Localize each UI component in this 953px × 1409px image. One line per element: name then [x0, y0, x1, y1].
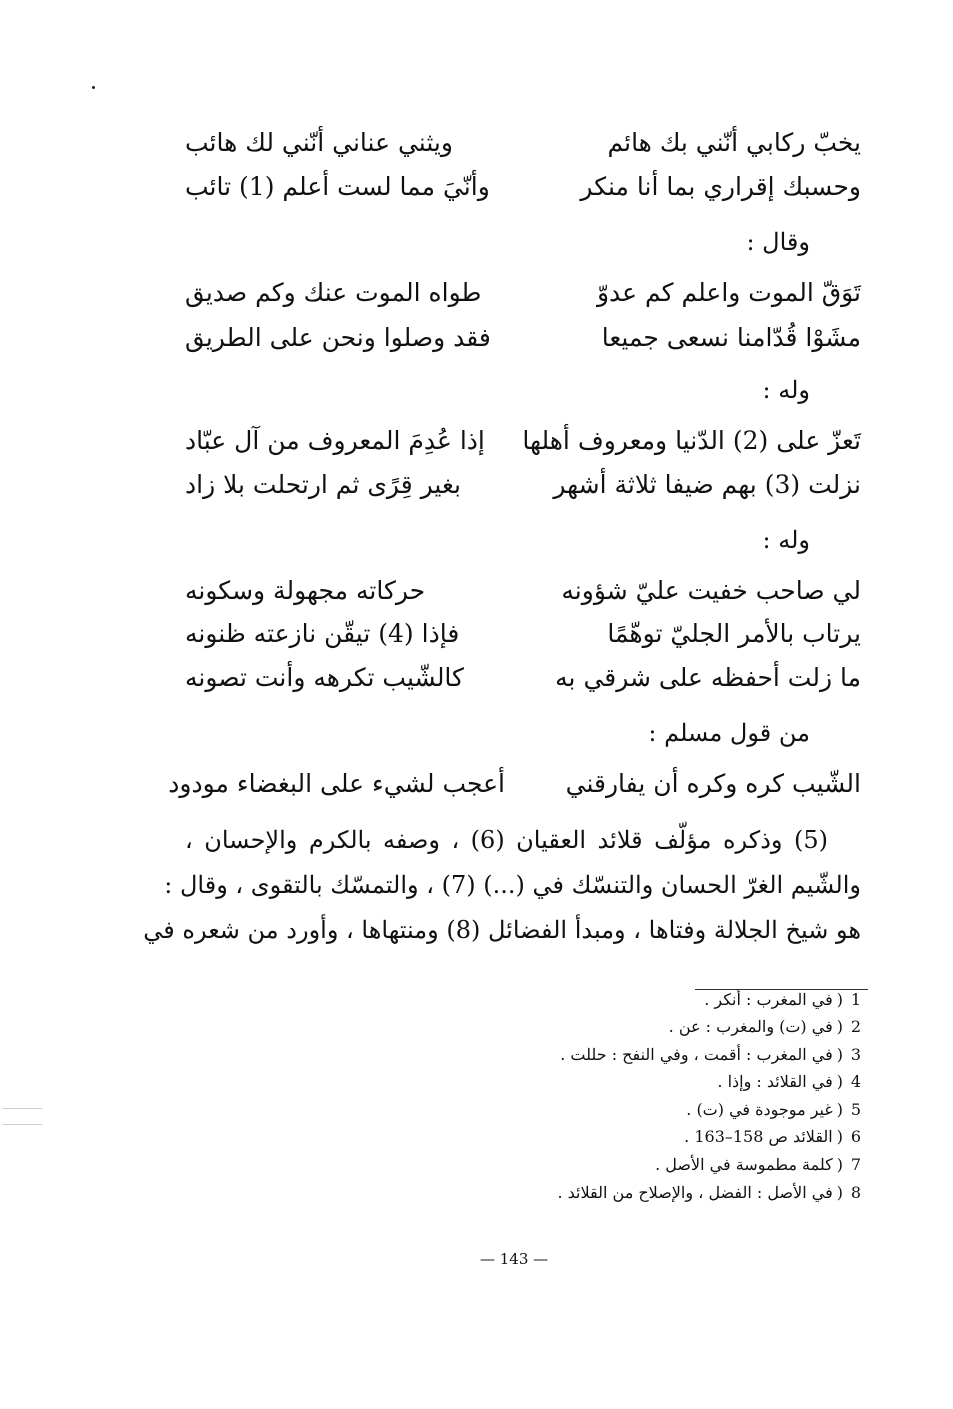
verse-first-hemistich: الشّيب كره وكره أن يفارقني	[565, 769, 861, 798]
footnote-number: 8	[850, 1183, 862, 1202]
verse-first-hemistich: وحسبك إقراري بما أنا منكر	[580, 172, 861, 201]
scan-edge-mark	[2, 1108, 42, 1109]
footnote-text: كلمة مطموسة في الأصل .	[655, 1155, 833, 1174]
paragraph-line: هو شيخ الجلالة وفتاها ، ومبدأ الفضائل (8) ومنتهاها ، وأورد من شعره في	[143, 916, 861, 944]
scan-edge-mark	[2, 1124, 42, 1125]
footnote-number: 5	[850, 1100, 862, 1119]
verse-first-hemistich: يرتاب بالأمر الجليّ توهّمًا	[607, 619, 861, 648]
footnote-number: 2	[850, 1017, 862, 1036]
poem-intro: من قول مسلم :	[648, 719, 810, 747]
verse-first-hemistich: تَوَقّ الموت واعلم كم عدوّ	[596, 278, 861, 307]
verse-first-hemistich: تَعزّ على (2) الدّنيا ومعروف أهلها	[522, 426, 861, 455]
verse-first-hemistich: يخبّ ركابي أنّني بك هائم	[607, 128, 861, 157]
footnote-text: القلائد ص 158–163 .	[684, 1127, 833, 1146]
footnote-text: غير موجودة في (ت) .	[686, 1100, 833, 1119]
footnote-text: في المغرب : أقمت ، وفي النفح : حللت .	[560, 1045, 833, 1064]
paragraph-line: (5) وذكره مؤلّف قلائد العقيان (6) ، وصفه بالكرم والإحسان ،	[185, 826, 829, 854]
verse-second-hemistich: طواه الموت عنك وكم صديق	[185, 278, 482, 307]
verse-second-hemistich: إذا عُدِمَ المعروف من آل عبّاد	[185, 426, 485, 455]
verse-first-hemistich: ما زلت أحفظه على شرقي به	[555, 663, 861, 692]
footnote: 1(في المغرب : أنكر .	[704, 988, 863, 1012]
paragraph-line: والشّيم الغرّ الحسان والتنسّك في (...) (7) ، والتمسّك بالتقوى ، وقال :	[164, 871, 861, 899]
footnote: 8(في الأصل : الفضل ، والإصلاح من القلائد .	[557, 1181, 863, 1205]
footnote-number: 1	[850, 990, 862, 1009]
footnote: 7(كلمة مطموسة في الأصل .	[655, 1153, 863, 1177]
speck-mark	[92, 86, 95, 89]
verse-line	[185, 318, 861, 358]
verse-first-hemistich: نزلت (3) بهم ضيفا ثلاثة أشهر	[553, 470, 861, 499]
verse-first-hemistich: مشَوْا قُدّامنا نسعى جميعا	[601, 323, 861, 352]
verse-line	[185, 658, 861, 698]
verse-line	[185, 571, 861, 611]
verse-second-hemistich: وأنّيَ مما لست أعلم (1) تائب	[185, 172, 490, 201]
verse-second-hemistich: ويثني عناني أنّني لك هائب	[185, 128, 453, 157]
verse-line	[185, 123, 861, 163]
verse-line	[185, 421, 861, 461]
verse-second-hemistich: أعجب لشيء على البغضاء مودود	[168, 769, 505, 798]
footnote: 4(في القلائد : وإذا .	[717, 1070, 863, 1094]
verse-first-hemistich: لي صاحب خفيت عليّ شؤونه	[561, 576, 861, 605]
footnote-number: 4	[850, 1072, 862, 1091]
footnote: 6(القلائد ص 158–163 .	[684, 1125, 863, 1149]
verse-line	[185, 167, 861, 207]
verse-line	[185, 614, 861, 654]
footnote: 3(في المغرب : أقمت ، وفي النفح : حللت .	[560, 1043, 863, 1067]
page-number: — 143 —	[480, 1250, 549, 1268]
footnote: 5(غير موجودة في (ت) .	[686, 1098, 863, 1122]
footnote-text: في المغرب : أنكر .	[704, 990, 833, 1009]
footnote: 2(في (ت) والمغرب : عن .	[669, 1015, 863, 1039]
verse-second-hemistich: بغير قِرًى ثم ارتحلت بلا زاد	[185, 470, 461, 499]
footnote-text: في (ت) والمغرب : عن .	[668, 1017, 833, 1036]
footnote-number: 6	[850, 1127, 862, 1146]
verse-second-hemistich: فإذا (4) تيقّن نازعته ظنونه	[185, 619, 460, 648]
verse-second-hemistich: حركاته مجهولة وسكونه	[185, 576, 426, 605]
verse-line	[168, 764, 861, 804]
footnote-number: 3	[850, 1045, 862, 1064]
verse-second-hemistich: كالشّيب تكرهه وأنت تصونه	[185, 663, 464, 692]
poem-intro: وله :	[762, 526, 810, 554]
verse-line	[185, 465, 861, 505]
verse-second-hemistich: فقد وصلوا ونحن على الطريق	[185, 323, 491, 352]
poem-intro: وقال :	[746, 228, 810, 256]
footnote-text: في الأصل : الفضل ، والإصلاح من القلائد .	[557, 1183, 833, 1202]
footnote-text: في القلائد : وإذا .	[717, 1072, 833, 1091]
poem-intro: وله :	[762, 376, 810, 404]
verse-line	[185, 273, 861, 313]
footnote-number: 7	[850, 1155, 862, 1174]
